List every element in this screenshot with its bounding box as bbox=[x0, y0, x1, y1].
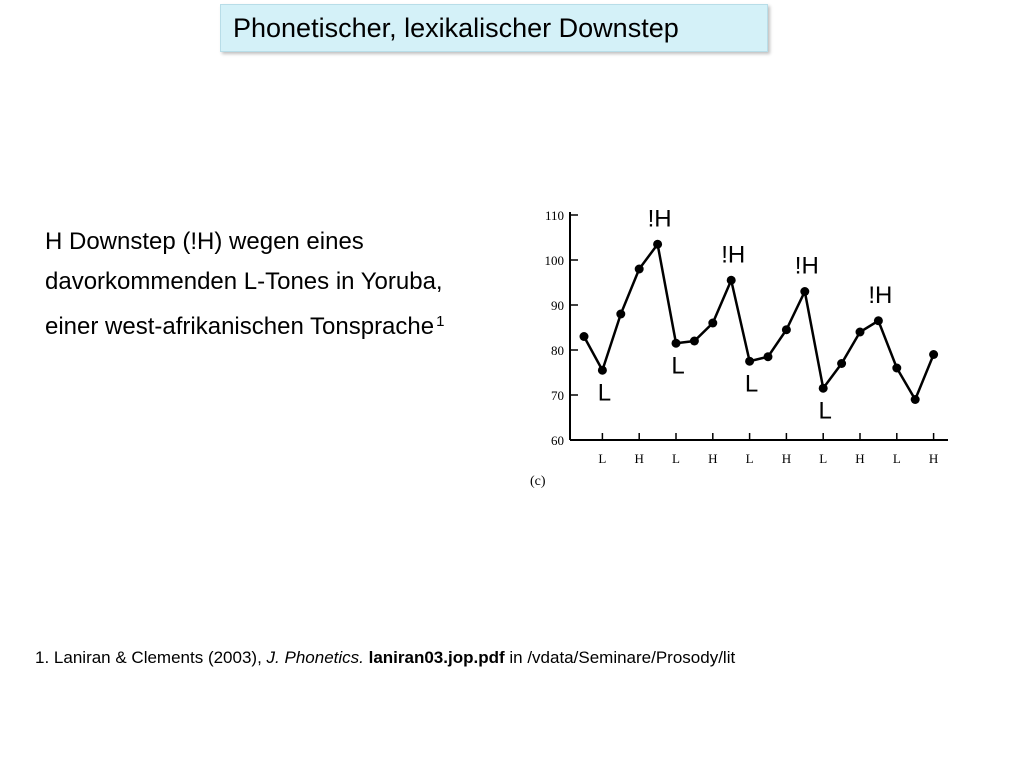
data-point bbox=[727, 276, 736, 285]
x-tick-label: L bbox=[892, 451, 901, 466]
low-tone-label: L bbox=[597, 379, 612, 407]
x-tick-label: L bbox=[672, 451, 680, 466]
y-tick-label: 110 bbox=[544, 208, 564, 223]
x-tick-label: L bbox=[598, 451, 607, 466]
y-tick-label: 100 bbox=[544, 253, 564, 268]
data-point bbox=[874, 316, 883, 325]
data-point bbox=[690, 337, 699, 346]
downstep-label: !H bbox=[721, 241, 746, 269]
x-tick-label: H bbox=[928, 451, 939, 466]
y-tick-label: 70 bbox=[551, 388, 564, 403]
footnote-journal: J. Phonetics. bbox=[266, 648, 364, 667]
footnote-path: in /vdata/Seminare/Prosody/lit bbox=[509, 648, 736, 667]
downstep-label: !H bbox=[647, 205, 672, 233]
data-point bbox=[708, 319, 717, 328]
data-point bbox=[837, 359, 846, 368]
footnote-reference: 1 bbox=[436, 313, 445, 330]
data-point bbox=[635, 265, 644, 274]
data-point bbox=[616, 310, 625, 319]
data-point bbox=[800, 287, 809, 296]
data-point bbox=[745, 357, 754, 366]
data-point bbox=[892, 364, 901, 373]
x-tick-label: H bbox=[781, 451, 792, 466]
footnote-authors: Laniran & Clements (2003), bbox=[53, 648, 262, 667]
data-point bbox=[911, 395, 920, 404]
data-point bbox=[653, 240, 662, 249]
x-tick-label: L bbox=[745, 451, 754, 466]
data-point bbox=[929, 350, 938, 359]
footnote bbox=[35, 648, 735, 668]
downstep-f0-chart bbox=[520, 190, 960, 500]
body-paragraph: H Downstep (!H) wegen eines davorkommenden L-Tones in Yoruba, einer west-afrikanischen Tonsprache bbox=[45, 228, 443, 340]
y-tick-label: 90 bbox=[551, 298, 564, 313]
downstep-label: !H bbox=[794, 252, 819, 280]
low-tone-label: L bbox=[818, 397, 832, 425]
data-point bbox=[764, 352, 773, 361]
slide-title: Phonetischer, lexikalischer Downstep bbox=[233, 12, 679, 43]
data-point bbox=[580, 332, 589, 341]
y-tick-label: 60 bbox=[551, 433, 564, 448]
downstep-label: !H bbox=[868, 281, 893, 309]
footnote-number: 1. bbox=[35, 648, 50, 667]
footnote-file: laniran03.jop.pdf bbox=[368, 648, 505, 667]
data-point bbox=[856, 328, 865, 337]
x-tick-label: H bbox=[634, 451, 644, 466]
panel-label: (c) bbox=[530, 474, 546, 489]
low-tone-label: L bbox=[744, 370, 759, 398]
low-tone-label: L bbox=[671, 352, 685, 380]
x-tick-label: H bbox=[708, 451, 718, 466]
data-point bbox=[819, 384, 828, 393]
data-point bbox=[672, 339, 681, 348]
y-tick-label: 80 bbox=[551, 343, 564, 358]
data-point bbox=[782, 325, 791, 334]
x-tick-label: H bbox=[855, 451, 865, 466]
body-text bbox=[45, 222, 485, 347]
title-box bbox=[220, 4, 768, 52]
data-point bbox=[598, 366, 607, 375]
x-tick-label: L bbox=[819, 451, 828, 466]
